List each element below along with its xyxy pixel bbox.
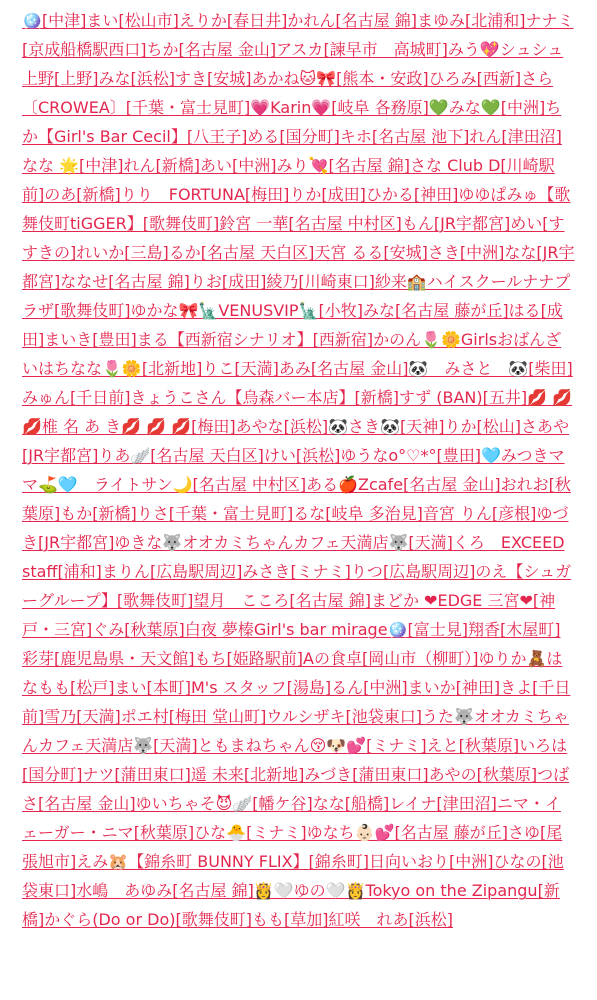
cast-name-link[interactable]: [松山市]えりか: [118, 11, 227, 30]
cast-name-link[interactable]: [豊田]まる【西新宿シナリオ】: [92, 330, 313, 349]
cast-name-link[interactable]: [天満]ポエ村: [76, 707, 169, 726]
cast-name-link[interactable]: [西新宿]かのん🌷🌼Girlsおばんざいはちなな🌷🌼: [22, 330, 562, 378]
cast-name-link[interactable]: [名古屋 池下]れん: [371, 127, 502, 146]
cast-name-link[interactable]: [熊本・安政]ひろみ: [336, 69, 477, 88]
cast-name-link[interactable]: [名古屋 錦]りお: [108, 272, 222, 291]
cast-name-link[interactable]: [新橋]りさ: [92, 504, 169, 523]
cast-name-link[interactable]: [JR宇都宮]ゆきな🐺オオカミちゃんカフェ天満店🐺: [38, 533, 409, 552]
cast-name-link[interactable]: [名古屋 錦]👸🤍ゆの🤍👸Tokyo on the Zipangu: [172, 881, 538, 900]
cast-name-link[interactable]: [春日井]かれん: [226, 11, 336, 30]
cast-name-link[interactable]: [新橋]すず (BAN): [354, 388, 483, 407]
cast-name-link[interactable]: [千葉・富士見町]💗Karin💗: [125, 98, 332, 117]
cast-name-link[interactable]: [池袋東口]水嶋 あゆみ: [22, 852, 564, 900]
cast-name-link[interactable]: [中津]れん: [79, 156, 156, 175]
cast-name-link[interactable]: [中洲]ひなの: [449, 852, 542, 871]
cast-name-link[interactable]: [豊田]🩵みつきママ⛳🩵 ライトサン🌙: [22, 446, 565, 494]
cast-name-link[interactable]: 🪩[中津]まい: [22, 11, 119, 30]
cast-name-link[interactable]: [川崎駅前]のあ: [22, 156, 555, 204]
cast-name-link[interactable]: [名古屋 中村区]ある🍎Zcafe: [192, 475, 404, 494]
cast-name-link[interactable]: [秋葉原]ひな🐣: [133, 823, 247, 842]
cast-name-link[interactable]: [名古屋 金山]おれお: [403, 475, 549, 494]
cast-name-link[interactable]: [梅田]りか: [244, 185, 322, 204]
cast-name-link[interactable]: [蒲田東口]あやの: [352, 765, 477, 784]
cast-name-link[interactable]: [JR宇都宮]りあ🪽: [22, 446, 151, 465]
cast-name-link[interactable]: [松山]さあや: [476, 417, 569, 436]
cast-name-link[interactable]: [小牧]みな: [318, 301, 395, 320]
cast-name-link[interactable]: [秋葉原]つばさ: [22, 765, 570, 813]
cast-name-link[interactable]: [新橋]かぐら(Do or Do): [22, 881, 560, 929]
cast-name-link[interactable]: [浜松]🐼さき🐼: [283, 417, 400, 436]
cast-name-link[interactable]: [上野]みな: [54, 69, 131, 88]
cast-name-link[interactable]: [岐阜 多治見]音宮 りん: [325, 504, 492, 523]
cast-name-link[interactable]: [彦根]ゆづき: [22, 504, 569, 552]
cast-name-link[interactable]: [神田]きよ: [455, 678, 533, 697]
cast-name-link[interactable]: [広島駅周辺]のえ【シュガーグループ】: [22, 562, 572, 610]
cast-name-link[interactable]: [名古屋 錦]さな Club D: [328, 156, 501, 175]
cast-name-link[interactable]: [成田]ひかる: [321, 185, 414, 204]
cast-name-link[interactable]: [名古屋 中村区]もん: [288, 214, 434, 233]
cast-name-link[interactable]: [歌舞伎町]望月 こころ: [116, 591, 290, 610]
cast-name-link[interactable]: [天満]くろ EXCEED staff: [22, 533, 565, 581]
cast-name-link[interactable]: [ミナミ]ゆなち👶🏻💕: [246, 823, 395, 842]
cast-name-link[interactable]: [三島]るか: [124, 243, 201, 262]
cast-name-link[interactable]: [中洲]ちか【Girl's Bar Cecil】: [22, 98, 562, 146]
cast-name-link[interactable]: [歌舞伎町]もも: [175, 910, 284, 929]
cast-name-link[interactable]: [秋葉原]いろは: [458, 736, 568, 755]
cast-name-link[interactable]: [幡ケ谷]なな: [252, 794, 345, 813]
cast-name-link[interactable]: [JR宇都宮]めい: [433, 214, 543, 233]
cast-name-link[interactable]: [八王子]める: [186, 127, 280, 146]
cast-name-link[interactable]: [天神]りか: [399, 417, 477, 436]
cast-name-link[interactable]: [北浦和]ナナミ: [465, 11, 574, 30]
cast-name-link[interactable]: [国分町]キホ: [279, 127, 372, 146]
cast-name-link[interactable]: [柴田]みゅん: [22, 359, 573, 407]
cast-name-link[interactable]: [名古屋 天白区]天宮 るる: [200, 243, 384, 262]
cast-name-link[interactable]: [鹿児島県・天文館]もち: [54, 649, 227, 668]
cast-name-link[interactable]: [尾張旭市]えみ🐹【錦糸町 BUNNY FLIX】: [22, 823, 563, 871]
cast-name-link[interactable]: [天満]あみ: [234, 359, 311, 378]
cast-name-link[interactable]: [神戸・三宮]ぐみ: [22, 591, 556, 639]
cast-name-link[interactable]: [秋葉原]もか: [22, 475, 571, 523]
cast-name-link[interactable]: [浦和]まりん: [57, 562, 150, 581]
cast-name-link[interactable]: [浜松]: [408, 910, 453, 929]
cast-name-link[interactable]: [名古屋 天白区]けい: [150, 446, 296, 465]
cast-name-link[interactable]: [川崎東口]紗来🏫ハイスクールナナプラザ: [22, 272, 571, 320]
cast-name-link[interactable]: [梅田]あやな: [191, 417, 284, 436]
cast-name-link[interactable]: [草加]紅咲 れあ: [284, 910, 409, 929]
cast-name-link[interactable]: [北新地]みづき: [243, 765, 353, 784]
cast-name-link[interactable]: [名古屋 藤が丘]はる: [394, 301, 541, 320]
cast-name-link[interactable]: [富士見]翔香: [407, 620, 500, 639]
cast-name-link[interactable]: [千葉・富士見町]るな: [168, 504, 326, 523]
cast-name-link[interactable]: [名古屋 金山]ゆいちゃそ😈🪽: [38, 794, 253, 813]
cast-name-link[interactable]: [姫路駅前]Aの食卓: [226, 649, 362, 668]
cast-name-link[interactable]: [ミナミ]えと: [366, 736, 459, 755]
cast-name-link[interactable]: [湯島]るん: [286, 678, 364, 697]
cast-name-link[interactable]: [池袋東口]うた🐺オオカミちゃんカフェ天満店🐺: [22, 707, 569, 755]
cast-name-link[interactable]: [名古屋 錦]まどか ❤EDGE 三宮❤: [289, 591, 533, 610]
cast-name-link[interactable]: [ミナミ]りつ: [290, 562, 383, 581]
cast-name-link[interactable]: [神田]ゆゆぱみゅ【歌舞伎町tiGGER】: [22, 185, 571, 233]
cast-name-link[interactable]: [松戸]まい: [70, 678, 147, 697]
cast-name-link[interactable]: [千日前]雪乃: [22, 678, 571, 726]
cast-name-link[interactable]: [成田]綾乃: [221, 272, 299, 291]
cast-name-link[interactable]: [名古屋 金山]🐼 みさと 🐼: [310, 359, 529, 378]
cast-name-link[interactable]: [錦糸町]日向いおり: [308, 852, 450, 871]
cast-name-link[interactable]: [浜松]ゆうなo°♡*°: [295, 446, 437, 465]
cast-name-link[interactable]: [梅田 堂山町]ウルシザキ: [168, 707, 346, 726]
cast-name-link[interactable]: [岡山市（柳町）]ゆりか🧸はなもも: [22, 649, 563, 697]
cast-name-link[interactable]: [津田沼]なな 🌟: [22, 127, 562, 175]
cast-name-link[interactable]: [すすきの]れいか: [22, 214, 565, 262]
cast-name-link[interactable]: [津田沼]ニマ・イェーガー・ニマ: [22, 794, 561, 842]
cast-name-link[interactable]: [木屋町]彩芽: [22, 620, 561, 668]
cast-name-link[interactable]: [歌舞伎町]ゆかな🎀🗽VENUSVIP🗽: [54, 301, 319, 320]
cast-name-link[interactable]: [浜松]すき: [130, 69, 208, 88]
cast-name-link[interactable]: [名古屋 錦]まゆみ: [335, 11, 465, 30]
cast-name-link[interactable]: [新橋]あい: [155, 156, 233, 175]
cast-name-link[interactable]: [北新地]りこ: [141, 359, 235, 378]
cast-name-link[interactable]: [諫早市 高城町]みう💖シュシュ上野: [22, 40, 564, 88]
cast-name-link[interactable]: [岐阜 各務原]💚みな💚: [331, 98, 501, 117]
cast-name-link[interactable]: [成田]まいき: [22, 301, 563, 349]
cast-name-link[interactable]: [新橋]りり FORTUNA: [76, 185, 245, 204]
cast-name-link[interactable]: [広島駅周辺]みさき: [149, 562, 291, 581]
cast-name-link[interactable]: [天満]ともまねちゃん😚🐶💕: [153, 736, 367, 755]
cast-name-link[interactable]: [安城]あかね🐱🎀: [207, 69, 337, 88]
cast-name-link[interactable]: [秋葉原]白夜 夢榛Girl's bar mirage🪩: [124, 620, 408, 639]
cast-name-link[interactable]: [歌舞伎町]鈴宮 一華: [142, 214, 289, 233]
cast-name-link[interactable]: [中洲]まいか: [363, 678, 456, 697]
cast-name-link[interactable]: [京成船橋駅西口]ちか: [22, 40, 179, 59]
cast-name-link[interactable]: [JR宇都宮]ななせ: [22, 243, 575, 291]
cast-name-link[interactable]: [蒲田東口]遥 未来: [114, 765, 244, 784]
cast-name-link[interactable]: [中洲]なな: [459, 243, 537, 262]
cast-name-link[interactable]: [安城]さき: [383, 243, 460, 262]
cast-name-link[interactable]: [五井]💋 💋 💋椎 名 あ き💋 💋 💋: [22, 388, 573, 436]
cast-name-link[interactable]: [千日前]きょうこさん【烏森バー本店】: [70, 388, 355, 407]
cast-name-link[interactable]: [中洲]みり💘: [232, 156, 329, 175]
cast-name-link[interactable]: [船橋]レイナ: [344, 794, 437, 813]
cast-name-link[interactable]: [名古屋 金山]アスカ: [178, 40, 324, 59]
cast-name-link[interactable]: [本町]M's スタッフ: [146, 678, 287, 697]
cast-name-link[interactable]: [国分町]ナツ: [22, 765, 115, 784]
cast-name-link[interactable]: [名古屋 藤が丘]さゆ: [394, 823, 541, 842]
cast-name-link[interactable]: [西新]さら〔CROWEA〕: [22, 69, 554, 117]
